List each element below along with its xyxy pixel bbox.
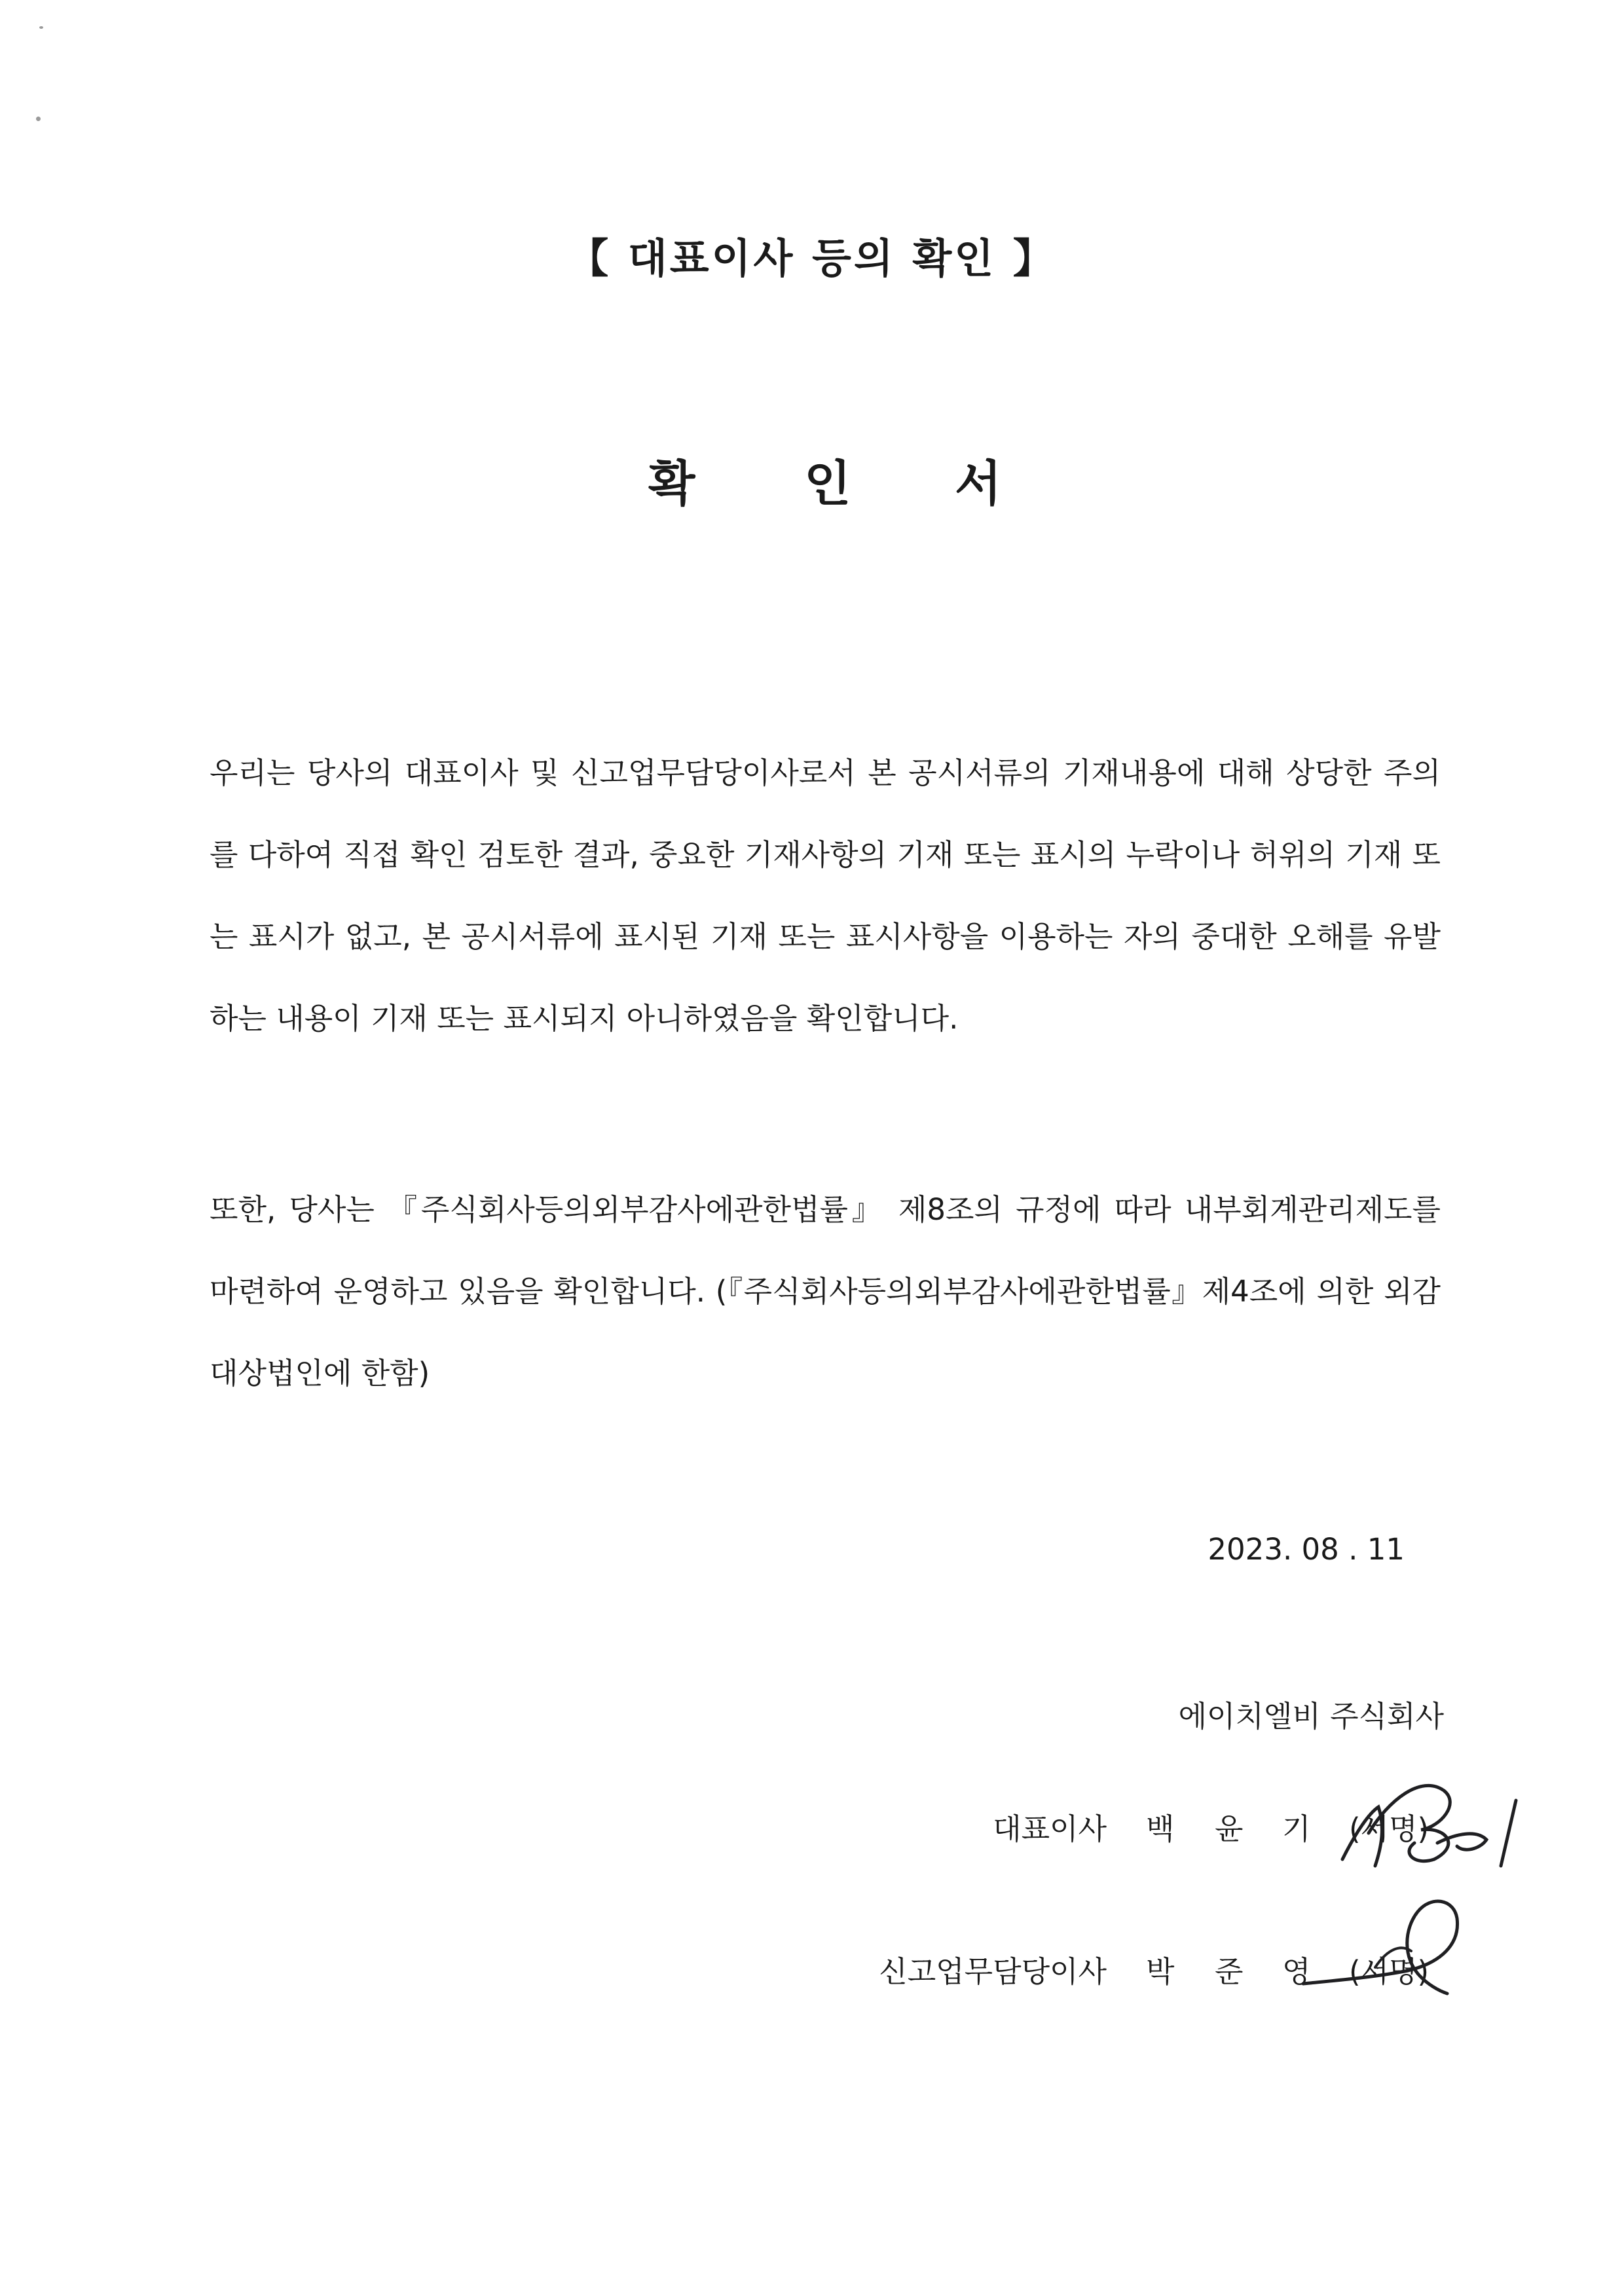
disclosure-officer-handwritten-signature: [1297, 1886, 1480, 2003]
scan-speck: [39, 26, 43, 29]
internal-control-paragraph: 또한, 당사는 『주식회사등의외부감사에관한법률』 제8조의 규정에 따라 내부회계관리제도를 마련하여 운영하고 있음을 확인합니다. (『주식회사등의외부감사에관한법률』제4조에 의한 외감대상법인에 한함): [210, 1192, 1441, 1391]
doc-title-char-1: 확: [648, 456, 695, 512]
company-name: 에이치엘비 주식회사: [1178, 1699, 1444, 1734]
confirmation-paragraph: 우리는 당사의 대표이사 및 신고업무담당이사로서 본 공시서류의 기재내용에 대해 상당한 주의를 다하여 직접 확인 검토한 결과, 중요한 기재사항의 기재 또는 표시의 누락이나 허위의 기재 또는 표시가 없고, 본 공시서류에 표시된 기재 또는 표시사항을 이용하는 자의 중대한 오해를 유발하는 내용이 기재 또는 표시되지 아니하였음을 확인합니다.: [210, 756, 1441, 1036]
ceo-handwritten-signature: [1329, 1761, 1539, 1886]
ceo-name-char-1: 백: [1146, 1812, 1175, 1846]
disclosure-officer-sign-label: (서명): [1349, 1954, 1430, 1989]
disclosure-officer-name-char-3: 영: [1282, 1954, 1311, 1989]
doc-title-char-2: 인: [804, 456, 851, 512]
disclosure-officer-role: 신고업무담당이사: [879, 1954, 1107, 1989]
doc-title-char-3: 서: [955, 456, 1002, 512]
header-title: 【 대표이사 등의 확인 】: [568, 234, 1056, 282]
scan-speck: [36, 117, 41, 121]
disclosure-officer-name-char-2: 준: [1215, 1954, 1244, 1989]
document-date: 2023. 08 . 11: [1208, 1532, 1405, 1567]
ceo-name-char-2: 윤: [1215, 1812, 1244, 1846]
ceo-role: 대표이사: [993, 1812, 1107, 1846]
ceo-sign-label: (서명): [1349, 1812, 1430, 1846]
ceo-name-char-3: 기: [1282, 1812, 1311, 1846]
disclosure-officer-name-char-1: 박: [1146, 1954, 1175, 1989]
